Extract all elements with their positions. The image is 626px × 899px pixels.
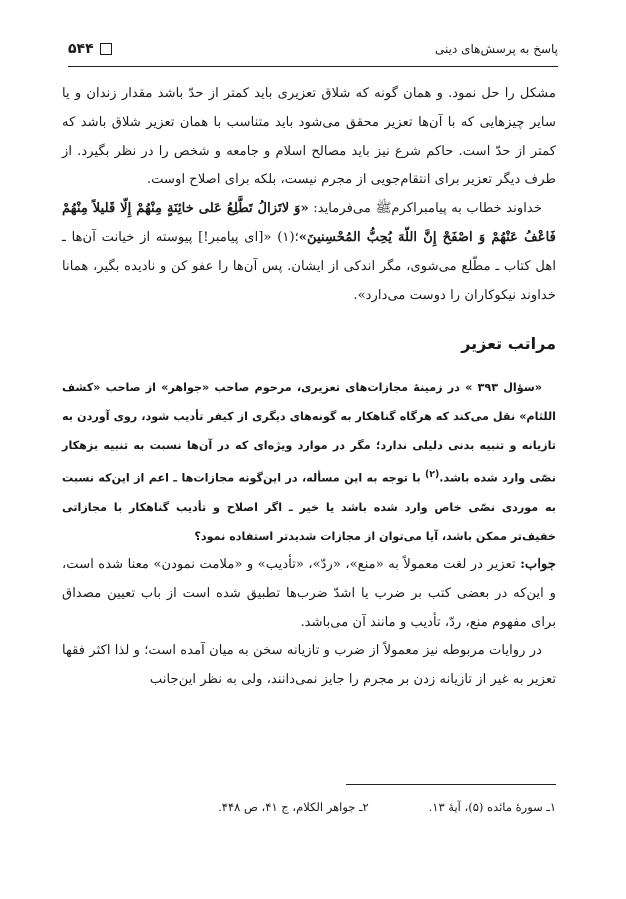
page-header <box>68 36 558 62</box>
footnote-ref-2: (۲) <box>425 469 440 481</box>
answer-text: تعزیر در لغت معمولاً به «منع»، «ردّ»، «تأدیب» و «ملامت نمودن» معنا شده است، و این‌که در بعضی کتب بر ضرب یا اشدّ ضرب‌ها تطبیق شده است از باب تعیین مصداق برای مفهوم منع، ردّ، تأدیب و مانند آن می‌باشد. <box>62 556 556 630</box>
question-text: در زمینهٔ مجازات‌های تعزیری، مرحوم صاحب «جواهر» از صاحب «کشف اللثام» نقل می‌کند که هرگاه گناهکار به گونه‌های دیگری از کیفر تأدیب شود، روی آوردن به تازیانه و تنبیه بدنی دلیلی ندارد؛ مگر در موارد ویژه‌ای که در آن‌ها نسبت به تنبیه بزهکار نصّی وارد شده باشد. <box>62 381 557 485</box>
footnote-ref-1: ؛(۱) <box>277 229 299 245</box>
question-text-2: با توجه به این مسأله، در این‌گونه مجازات‌ها ـ اعم از این‌که نسبت به موردی نصّی خاص وارد شده باشد یا خیر ـ اگر اصلاح و تأدیب گناهکار با مجازاتی خفیف‌تر ممکن باشد، آیا می‌توان از مجازات شدیدتر استفاده نمود؟ <box>62 471 556 543</box>
page-number-block <box>68 41 112 57</box>
footnotes <box>70 800 556 814</box>
answer-paragraph <box>62 551 556 637</box>
verse-translation: «[ای پیامبر!] پیوسته از خیانت آن‌ها ـ اهل کتاب ـ مطّلع می‌شوی، مگر اندکی از ایشان. پس آن‌ها را عفو کن و نادیده بگیر، همانا خداوند نیکوکاران را دوست می‌دارد». <box>62 229 556 303</box>
section-heading: مراتب تعزیر <box>461 334 556 354</box>
paragraph-2 <box>62 195 556 310</box>
answer-paragraph-2: در روایات مربوطه نیز معمولاً از ضرب و تازیانه سخن به میان آمده است؛ و لذا اکثر فقها تعزیر به غیر از تازیانه زدن بر مجرم را جایز نمی‌دانند، ولی به نظر این‌جانب <box>62 643 556 688</box>
footnote-rule <box>346 784 556 785</box>
header-rule <box>68 66 558 67</box>
answer-label: جواب: <box>520 556 556 572</box>
page-number: ۵۴۴ <box>68 41 94 57</box>
page-body <box>62 80 556 695</box>
footnote-2: ۲ـ جواهر الکلام، ج ۴۱، ص ۴۴۸. <box>218 800 369 814</box>
paragraph-2-intro: خداوند خطاب به پیامبراکرمﷺ می‌فرماید: <box>313 201 542 217</box>
running-title: پاسخ به پرسش‌های دینی <box>434 42 558 56</box>
square-icon <box>100 43 112 55</box>
question-paragraph <box>62 373 556 551</box>
quran-verse: «وَ لاتَزالُ تَطَّلِعُ عَلى خائِنَةٍ مِنْهُمْ إِلّا قَلیلاً مِنْهُمْ فَاعْفُ عَنْهُمْ وَ اصْفَحْ إِنَّ اللّهَ یُحِبُّ المُحْسِنینَ» <box>62 201 556 245</box>
question-label: «سؤال ۳۹۳ » <box>465 381 542 395</box>
footnote-1: ۱ـ سورهٔ مائده (۵)، آیهٔ ۱۳. <box>428 800 556 814</box>
paragraph-1: مشکل را حل نمود. و همان گونه که شلاق تعزیری باید کمتر از حدّ باشد مقدار زندان و یا سایر چیزهایی که با آن‌ها تعزیر محقق می‌شود باید متناسب با همان تعزیر شلاق باشد که کمتر از حدّ است. حاکم شرع نیز باید مصالح اسلام و جامعه و شخص را در نظر بگیرد. از طرف دیگر تعزیر برای انتقام‌جویی از مجرم نیست، بلکه برای اصلاح اوست. <box>62 86 556 188</box>
